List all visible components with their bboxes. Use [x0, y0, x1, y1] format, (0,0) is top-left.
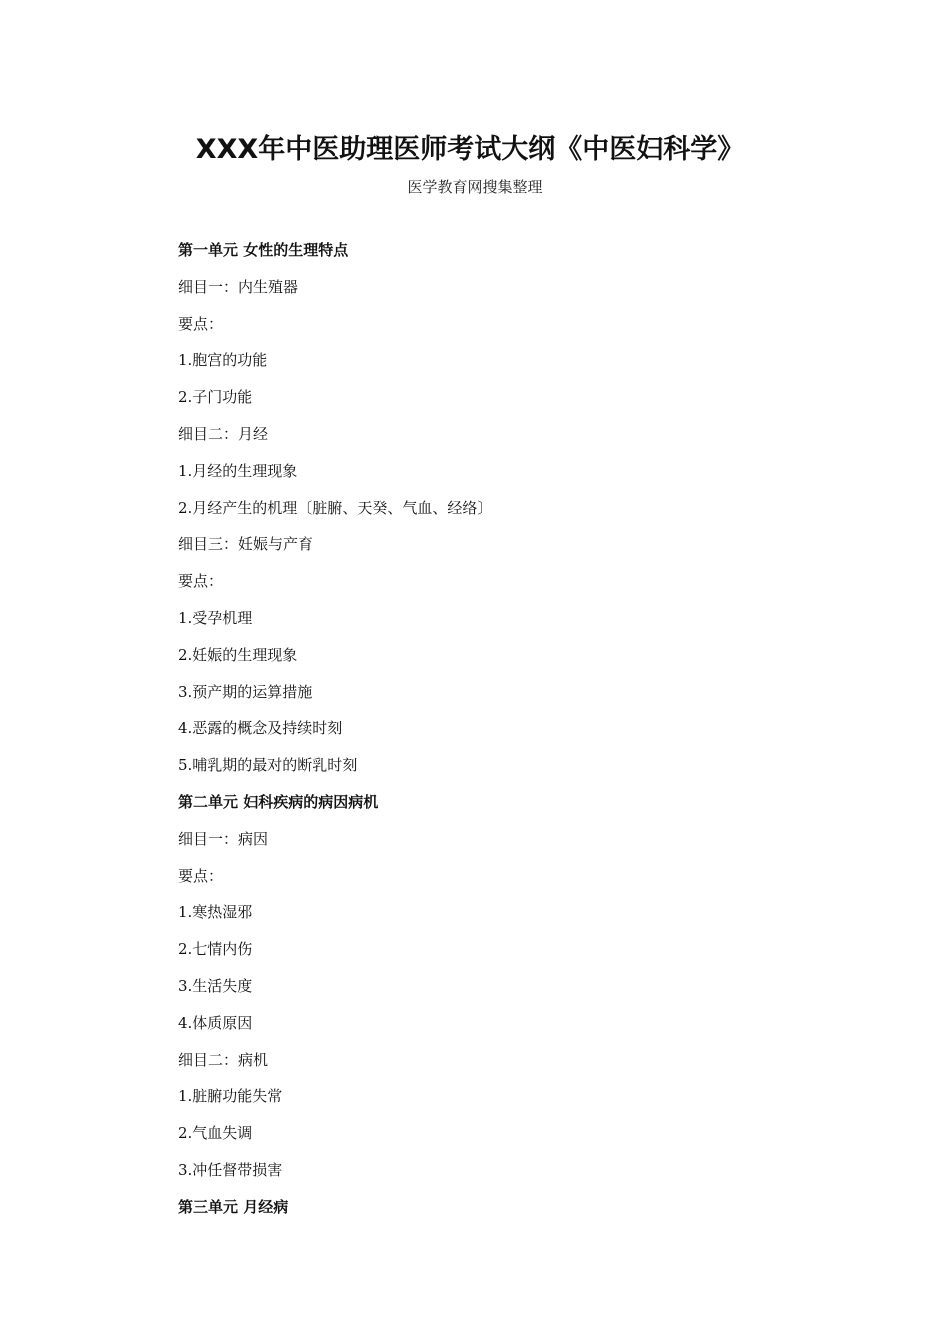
outline-line: 1.寒热湿邪	[178, 903, 253, 922]
outline-line: 2.子门功能	[178, 388, 253, 407]
outline-line: 1.脏腑功能失常	[178, 1087, 283, 1106]
outline-line: 3.冲任督带损害	[178, 1160, 283, 1179]
outline-line: 1.胞宫的功能	[178, 351, 268, 370]
outline-line: 2.妊娠的生理现象	[178, 645, 298, 664]
outline-line: 细目一：内生殖器	[178, 277, 299, 296]
outline-line: 1.受孕机理	[178, 608, 253, 627]
outline-line: 4.体质原因	[178, 1013, 253, 1032]
outline-line: 细目二：月经	[178, 424, 269, 443]
document-title: XXX年中医助理医师考试大纲《中医妇科学》	[195, 134, 745, 165]
unit-heading: 第一单元 女性的生理特点	[178, 241, 349, 259]
outline-line: 细目三：妊娠与产育	[178, 535, 314, 554]
document-subtitle: 医学教育网搜集整理	[407, 178, 543, 196]
outline-line: 要点：	[178, 572, 224, 591]
outline-line: 3.预产期的运算措施	[178, 682, 313, 701]
outline-line: 5.哺乳期的最对的断乳时刻	[178, 756, 358, 775]
document-body	[178, 236, 798, 1230]
outline-line: 2.气血失调	[178, 1124, 253, 1143]
outline-line: 2.七情内伤	[178, 940, 253, 959]
outline-line: 细目二：病机	[178, 1050, 269, 1069]
outline-line: 要点：	[178, 866, 224, 885]
outline-line: 1.月经的生理现象	[178, 461, 298, 480]
outline-line: 3.生活失度	[178, 976, 253, 995]
outline-line: 2.月经产生的机理〔脏腑、天癸、气血、经络〕	[178, 498, 493, 517]
unit-heading: 第三单元 月经病	[178, 1197, 289, 1216]
unit-heading: 第二单元 妇科疾病的病因病机	[178, 792, 379, 811]
outline-line: 细目一：病因	[178, 829, 269, 848]
outline-line: 要点：	[178, 314, 224, 333]
outline-line: 4.恶露的概念及持续时刻	[178, 719, 343, 738]
